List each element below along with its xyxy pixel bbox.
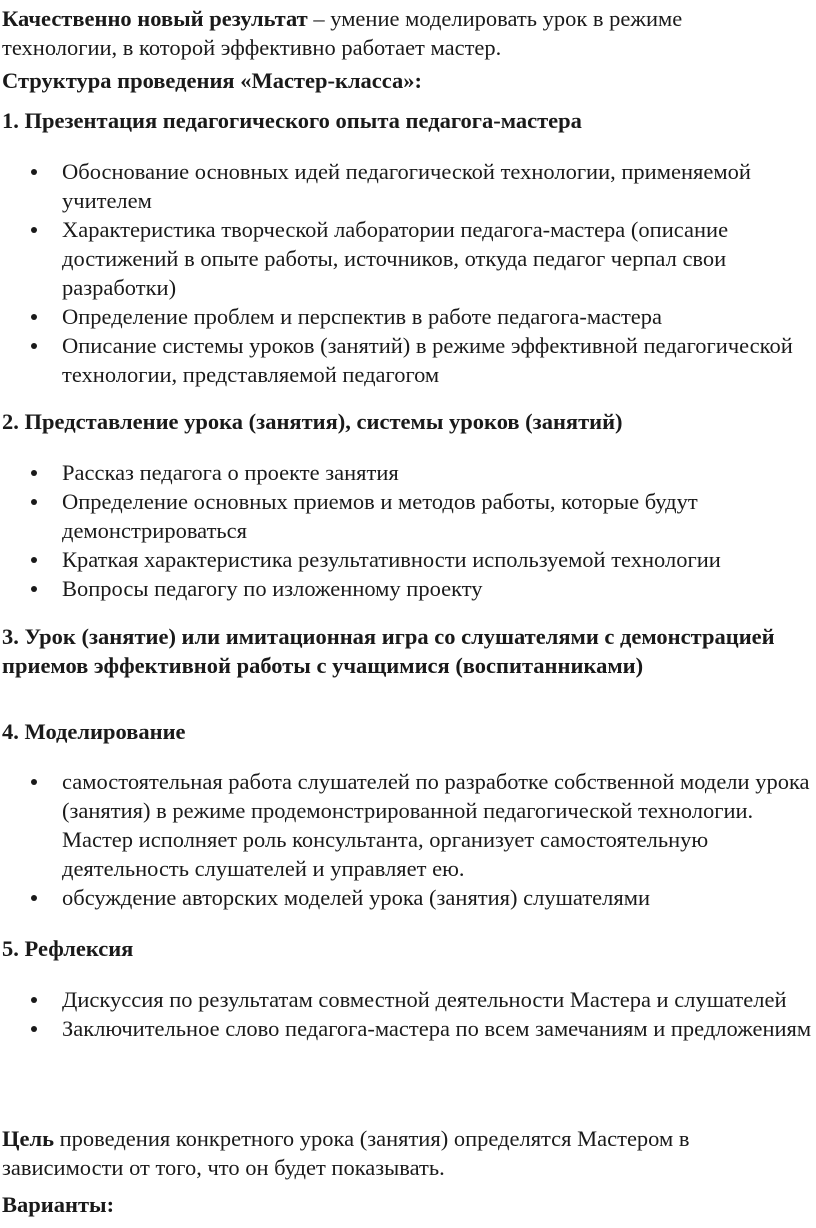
intro-bold-term: Качественно новый результат bbox=[2, 6, 308, 31]
bullet-icon bbox=[31, 169, 37, 175]
section-2-heading: 2. Представление урока (занятия), системы уроков (занятий) bbox=[2, 409, 623, 434]
list-item bbox=[0, 302, 816, 331]
bullet-icon bbox=[31, 779, 37, 785]
list-item bbox=[0, 985, 816, 1014]
list-item bbox=[0, 458, 816, 487]
goal-paragraph bbox=[2, 1124, 792, 1182]
goal-text: проведения конкретного урока (занятия) определятся Мастером в зависимости от того, что он будет показывать. bbox=[2, 1126, 690, 1180]
bullet-icon bbox=[31, 895, 37, 901]
bullet-icon bbox=[31, 314, 37, 320]
list-item-text: Определение проблем и перспектив в работе педагога-мастера bbox=[62, 304, 663, 329]
list-item-text: обсуждение авторских моделей урока (занятия) слушателями bbox=[62, 885, 651, 910]
bullet-icon bbox=[31, 586, 37, 592]
section-4-heading: 4. Моделирование bbox=[2, 719, 186, 744]
list-item bbox=[0, 331, 816, 389]
section-2-list bbox=[0, 458, 816, 603]
bullet-icon bbox=[31, 343, 37, 349]
section-5-list bbox=[0, 985, 816, 1043]
list-item-text: Заключительное слово педагога-мастера по всем замечаниям и предложениям bbox=[62, 1016, 812, 1041]
variants-title: Варианты: bbox=[2, 1192, 115, 1217]
list-item-text: самостоятельная работа слушателей по разработке собственной модели урока (занятия) в режиме продемонстрированной педагогической технологии. Мастер исполняет роль консультанта, организует самостоятельную деятельность слушателей и управляет ею. bbox=[62, 769, 810, 881]
section-4-list bbox=[0, 767, 816, 912]
list-item bbox=[0, 883, 816, 912]
list-item-text: Вопросы педагогу по изложенному проекту bbox=[62, 576, 483, 601]
bullet-icon bbox=[31, 1026, 37, 1032]
list-item bbox=[0, 574, 816, 603]
list-item-text: Характеристика творческой лаборатории педагога-мастера (описание достижений в опыте работы, источников, откуда педагог черпал свои разработки) bbox=[62, 217, 729, 300]
list-item-text: Обоснование основных идей педагогической технологии, применяемой учителем bbox=[62, 159, 751, 213]
bullet-icon bbox=[31, 227, 37, 233]
list-item-text: Описание системы уроков (занятий) в режиме эффективной педагогической технологии, представляемой педагогом bbox=[62, 333, 793, 387]
intro-text: – умение моделировать урок в режиме технологии, в которой эффективно работает мастер. bbox=[2, 6, 683, 60]
section-1-list bbox=[0, 157, 816, 389]
list-item-text: Рассказ педагога о проекте занятия bbox=[62, 460, 399, 485]
goal-bold-term: Цель bbox=[2, 1126, 55, 1151]
bullet-icon bbox=[31, 470, 37, 476]
intro-paragraph bbox=[2, 4, 792, 62]
list-item-text: Определение основных приемов и методов работы, которые будут демонстрироваться bbox=[62, 489, 698, 543]
list-item-text: Дискуссия по результатам совместной деятельности Мастера и слушателей bbox=[62, 987, 787, 1012]
bullet-icon bbox=[31, 997, 37, 1003]
list-item bbox=[0, 767, 816, 883]
section-3-heading: 3. Урок (занятие) или имитационная игра со слушателями с демонстрацией приемов эффективной работы с учащимися (воспитанниками) bbox=[2, 624, 775, 678]
bullet-icon bbox=[31, 499, 37, 505]
bullet-icon bbox=[31, 557, 37, 563]
list-item bbox=[0, 157, 816, 215]
structure-title: Структура проведения «Мастер-класса»: bbox=[2, 68, 423, 93]
list-item bbox=[0, 545, 816, 574]
list-item bbox=[0, 1014, 816, 1043]
list-item bbox=[0, 215, 816, 302]
list-item-text: Краткая характеристика результативности используемой технологии bbox=[62, 547, 721, 572]
section-1-heading: 1. Презентация педагогического опыта педагога-мастера bbox=[2, 108, 582, 133]
list-item bbox=[0, 487, 816, 545]
section-5-heading: 5. Рефлексия bbox=[2, 936, 134, 961]
